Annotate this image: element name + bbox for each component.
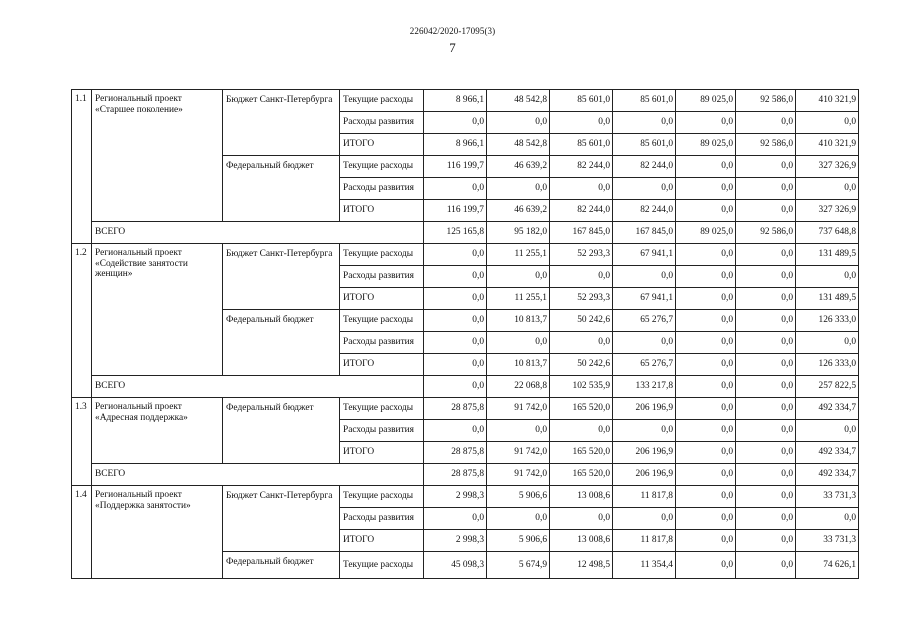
total-label: ВСЕГО [92, 376, 424, 398]
budget-table [71, 89, 859, 579]
amount-cell: 0,0 [550, 420, 613, 442]
amount-cell: 82 244,0 [550, 200, 613, 222]
total-amount-cell: 133 217,8 [613, 376, 676, 398]
expense-type: Текущие расходы [340, 244, 424, 266]
amount-cell: 206 196,9 [613, 442, 676, 464]
total-amount-cell: 0,0 [676, 376, 736, 398]
total-amount-cell: 165 520,0 [550, 464, 613, 486]
amount-cell: 65 276,7 [613, 354, 676, 376]
amount-cell: 0,0 [676, 552, 736, 579]
total-amount-cell: 91 742,0 [487, 464, 550, 486]
amount-cell: 0,0 [676, 288, 736, 310]
total-amount-cell: 92 586,0 [736, 222, 796, 244]
amount-cell: 0,0 [736, 530, 796, 552]
total-amount-cell: 257 822,5 [796, 376, 859, 398]
section-number: 1.1 [72, 90, 92, 244]
amount-cell: 0,0 [736, 486, 796, 508]
amount-cell: 0,0 [613, 420, 676, 442]
total-amount-cell: 0,0 [736, 376, 796, 398]
amount-cell: 92 586,0 [736, 134, 796, 156]
expense-type: Текущие расходы [340, 310, 424, 332]
amount-cell: 0,0 [676, 156, 736, 178]
amount-cell: 0,0 [736, 508, 796, 530]
expense-type: Расходы развития [340, 508, 424, 530]
amount-cell: 0,0 [487, 508, 550, 530]
amount-cell: 67 941,1 [613, 244, 676, 266]
amount-cell: 0,0 [796, 420, 859, 442]
budget-table-body [72, 90, 859, 579]
amount-cell: 2 998,3 [424, 530, 487, 552]
expense-type: Текущие расходы [340, 486, 424, 508]
amount-cell: 82 244,0 [613, 200, 676, 222]
amount-cell: 11 817,8 [613, 486, 676, 508]
amount-cell: 0,0 [613, 266, 676, 288]
amount-cell: 85 601,0 [613, 134, 676, 156]
total-amount-cell: 102 535,9 [550, 376, 613, 398]
expense-type: Текущие расходы [340, 156, 424, 178]
amount-cell: 0,0 [676, 486, 736, 508]
amount-cell: 131 489,5 [796, 244, 859, 266]
amount-cell: 85 601,0 [613, 90, 676, 112]
amount-cell: 82 244,0 [613, 156, 676, 178]
amount-cell: 0,0 [676, 442, 736, 464]
amount-cell: 46 639,2 [487, 156, 550, 178]
total-amount-cell: 0,0 [736, 464, 796, 486]
amount-cell: 33 731,3 [796, 530, 859, 552]
total-label: ВСЕГО [92, 222, 424, 244]
funding-source: Бюджет Санкт-Петербурга [223, 244, 340, 310]
total-amount-cell: 0,0 [676, 464, 736, 486]
amount-cell: 0,0 [424, 178, 487, 200]
amount-cell: 0,0 [676, 398, 736, 420]
amount-cell: 0,0 [796, 508, 859, 530]
amount-cell: 165 520,0 [550, 398, 613, 420]
amount-cell: 410 321,9 [796, 90, 859, 112]
amount-cell: 50 242,6 [550, 354, 613, 376]
amount-cell: 0,0 [736, 156, 796, 178]
expense-type: ИТОГО [340, 442, 424, 464]
page-number: 7 [449, 40, 456, 55]
amount-cell: 11 255,1 [487, 288, 550, 310]
amount-cell: 327 326,9 [796, 200, 859, 222]
amount-cell: 0,0 [736, 354, 796, 376]
amount-cell: 0,0 [676, 420, 736, 442]
amount-cell: 91 742,0 [487, 442, 550, 464]
amount-cell: 0,0 [424, 266, 487, 288]
amount-cell: 0,0 [796, 266, 859, 288]
amount-cell: 12 498,5 [550, 552, 613, 579]
table-row [72, 90, 859, 112]
total-amount-cell: 125 165,8 [424, 222, 487, 244]
amount-cell: 0,0 [613, 332, 676, 354]
amount-cell: 126 333,0 [796, 354, 859, 376]
amount-cell: 0,0 [487, 266, 550, 288]
amount-cell: 0,0 [676, 354, 736, 376]
amount-cell: 0,0 [736, 200, 796, 222]
amount-cell: 0,0 [487, 112, 550, 134]
amount-cell: 8 966,1 [424, 134, 487, 156]
amount-cell: 0,0 [487, 332, 550, 354]
expense-type: ИТОГО [340, 354, 424, 376]
table-row [72, 398, 859, 420]
amount-cell: 5 674,9 [487, 552, 550, 579]
amount-cell: 0,0 [736, 310, 796, 332]
total-amount-cell: 28 875,8 [424, 464, 487, 486]
amount-cell: 28 875,8 [424, 442, 487, 464]
amount-cell: 0,0 [676, 266, 736, 288]
amount-cell: 126 333,0 [796, 310, 859, 332]
amount-cell: 0,0 [424, 420, 487, 442]
amount-cell: 492 334,7 [796, 442, 859, 464]
amount-cell: 50 242,6 [550, 310, 613, 332]
amount-cell: 11 255,1 [487, 244, 550, 266]
amount-cell: 67 941,1 [613, 288, 676, 310]
amount-cell: 0,0 [550, 332, 613, 354]
amount-cell: 0,0 [676, 200, 736, 222]
amount-cell: 89 025,0 [676, 90, 736, 112]
amount-cell: 0,0 [550, 178, 613, 200]
funding-source: Бюджет Санкт-Петербурга [223, 486, 340, 552]
total-amount-cell: 0,0 [424, 376, 487, 398]
amount-cell: 28 875,8 [424, 398, 487, 420]
amount-cell: 8 966,1 [424, 90, 487, 112]
amount-cell: 0,0 [676, 244, 736, 266]
total-row [72, 376, 859, 398]
total-label: ВСЕГО [92, 464, 424, 486]
amount-cell: 165 520,0 [550, 442, 613, 464]
expense-type: ИТОГО [340, 288, 424, 310]
amount-cell: 13 008,6 [550, 486, 613, 508]
amount-cell: 2 998,3 [424, 486, 487, 508]
amount-cell: 82 244,0 [550, 156, 613, 178]
section-number: 1.2 [72, 244, 92, 398]
amount-cell: 0,0 [487, 420, 550, 442]
amount-cell: 0,0 [424, 310, 487, 332]
amount-cell: 327 326,9 [796, 156, 859, 178]
amount-cell: 0,0 [676, 112, 736, 134]
expense-type: Текущие расходы [340, 90, 424, 112]
expense-type: Текущие расходы [340, 552, 424, 579]
amount-cell: 46 639,2 [487, 200, 550, 222]
amount-cell: 10 813,7 [487, 354, 550, 376]
total-amount-cell: 22 068,8 [487, 376, 550, 398]
amount-cell: 48 542,8 [487, 90, 550, 112]
total-amount-cell: 95 182,0 [487, 222, 550, 244]
amount-cell: 0,0 [613, 112, 676, 134]
project-title: Региональный проект «Поддержка занятости» [92, 486, 223, 579]
total-amount-cell: 167 845,0 [550, 222, 613, 244]
amount-cell: 0,0 [736, 178, 796, 200]
amount-cell: 0,0 [736, 112, 796, 134]
expense-type: Расходы развития [340, 332, 424, 354]
amount-cell: 0,0 [424, 288, 487, 310]
amount-cell: 92 586,0 [736, 90, 796, 112]
amount-cell: 0,0 [796, 178, 859, 200]
document-number: 226042/2020-17095(3) [409, 26, 496, 36]
funding-source: Федеральный бюджет [223, 398, 340, 464]
project-title: Региональный проект «Содействие занятости женщин» [92, 244, 223, 376]
amount-cell: 206 196,9 [613, 398, 676, 420]
amount-cell: 5 906,6 [487, 530, 550, 552]
amount-cell: 0,0 [424, 112, 487, 134]
amount-cell: 0,0 [736, 266, 796, 288]
amount-cell: 91 742,0 [487, 398, 550, 420]
amount-cell: 0,0 [736, 244, 796, 266]
funding-source: Федеральный бюджет [223, 156, 340, 222]
total-amount-cell: 737 648,8 [796, 222, 859, 244]
amount-cell: 0,0 [424, 244, 487, 266]
amount-cell: 11 817,8 [613, 530, 676, 552]
amount-cell: 48 542,8 [487, 134, 550, 156]
amount-cell: 89 025,0 [676, 134, 736, 156]
expense-type: ИТОГО [340, 530, 424, 552]
amount-cell: 0,0 [676, 332, 736, 354]
amount-cell: 0,0 [550, 266, 613, 288]
expense-type: Текущие расходы [340, 398, 424, 420]
amount-cell: 45 098,3 [424, 552, 487, 579]
amount-cell: 33 731,3 [796, 486, 859, 508]
amount-cell: 0,0 [487, 178, 550, 200]
amount-cell: 0,0 [424, 332, 487, 354]
funding-source: Бюджет Санкт-Петербурга [223, 90, 340, 156]
amount-cell: 0,0 [676, 530, 736, 552]
amount-cell: 52 293,3 [550, 244, 613, 266]
amount-cell: 74 626,1 [796, 552, 859, 579]
amount-cell: 0,0 [736, 420, 796, 442]
amount-cell: 492 334,7 [796, 398, 859, 420]
expense-type: Расходы развития [340, 112, 424, 134]
amount-cell: 52 293,3 [550, 288, 613, 310]
amount-cell: 0,0 [736, 398, 796, 420]
section-number: 1.3 [72, 398, 92, 486]
amount-cell: 131 489,5 [796, 288, 859, 310]
amount-cell: 0,0 [796, 332, 859, 354]
amount-cell: 0,0 [676, 508, 736, 530]
total-row [72, 464, 859, 486]
section-number: 1.4 [72, 486, 92, 579]
table-row [72, 486, 859, 508]
amount-cell: 0,0 [736, 442, 796, 464]
amount-cell: 410 321,9 [796, 134, 859, 156]
amount-cell: 0,0 [736, 552, 796, 579]
amount-cell: 5 906,6 [487, 486, 550, 508]
total-amount-cell: 492 334,7 [796, 464, 859, 486]
amount-cell: 0,0 [676, 310, 736, 332]
funding-source: Федеральный бюджет [223, 552, 340, 579]
amount-cell: 116 199,7 [424, 200, 487, 222]
amount-cell: 85 601,0 [550, 134, 613, 156]
total-amount-cell: 206 196,9 [613, 464, 676, 486]
expense-type: Расходы развития [340, 178, 424, 200]
amount-cell: 0,0 [424, 354, 487, 376]
amount-cell: 13 008,6 [550, 530, 613, 552]
amount-cell: 116 199,7 [424, 156, 487, 178]
expense-type: ИТОГО [340, 134, 424, 156]
amount-cell: 0,0 [613, 508, 676, 530]
amount-cell: 0,0 [550, 112, 613, 134]
expense-type: Расходы развития [340, 266, 424, 288]
amount-cell: 11 354,4 [613, 552, 676, 579]
amount-cell: 0,0 [676, 178, 736, 200]
expense-type: ИТОГО [340, 200, 424, 222]
amount-cell: 65 276,7 [613, 310, 676, 332]
total-row [72, 222, 859, 244]
project-title: Региональный проект «Старшее поколение» [92, 90, 223, 222]
amount-cell: 0,0 [424, 508, 487, 530]
expense-type: Расходы развития [340, 420, 424, 442]
amount-cell: 0,0 [550, 508, 613, 530]
amount-cell: 10 813,7 [487, 310, 550, 332]
amount-cell: 0,0 [736, 288, 796, 310]
total-amount-cell: 89 025,0 [676, 222, 736, 244]
funding-source: Федеральный бюджет [223, 310, 340, 376]
amount-cell: 0,0 [796, 112, 859, 134]
total-amount-cell: 167 845,0 [613, 222, 676, 244]
amount-cell: 85 601,0 [550, 90, 613, 112]
amount-cell: 0,0 [736, 332, 796, 354]
amount-cell: 0,0 [613, 178, 676, 200]
table-row [72, 244, 859, 266]
project-title: Региональный проект «Адресная поддержка» [92, 398, 223, 464]
